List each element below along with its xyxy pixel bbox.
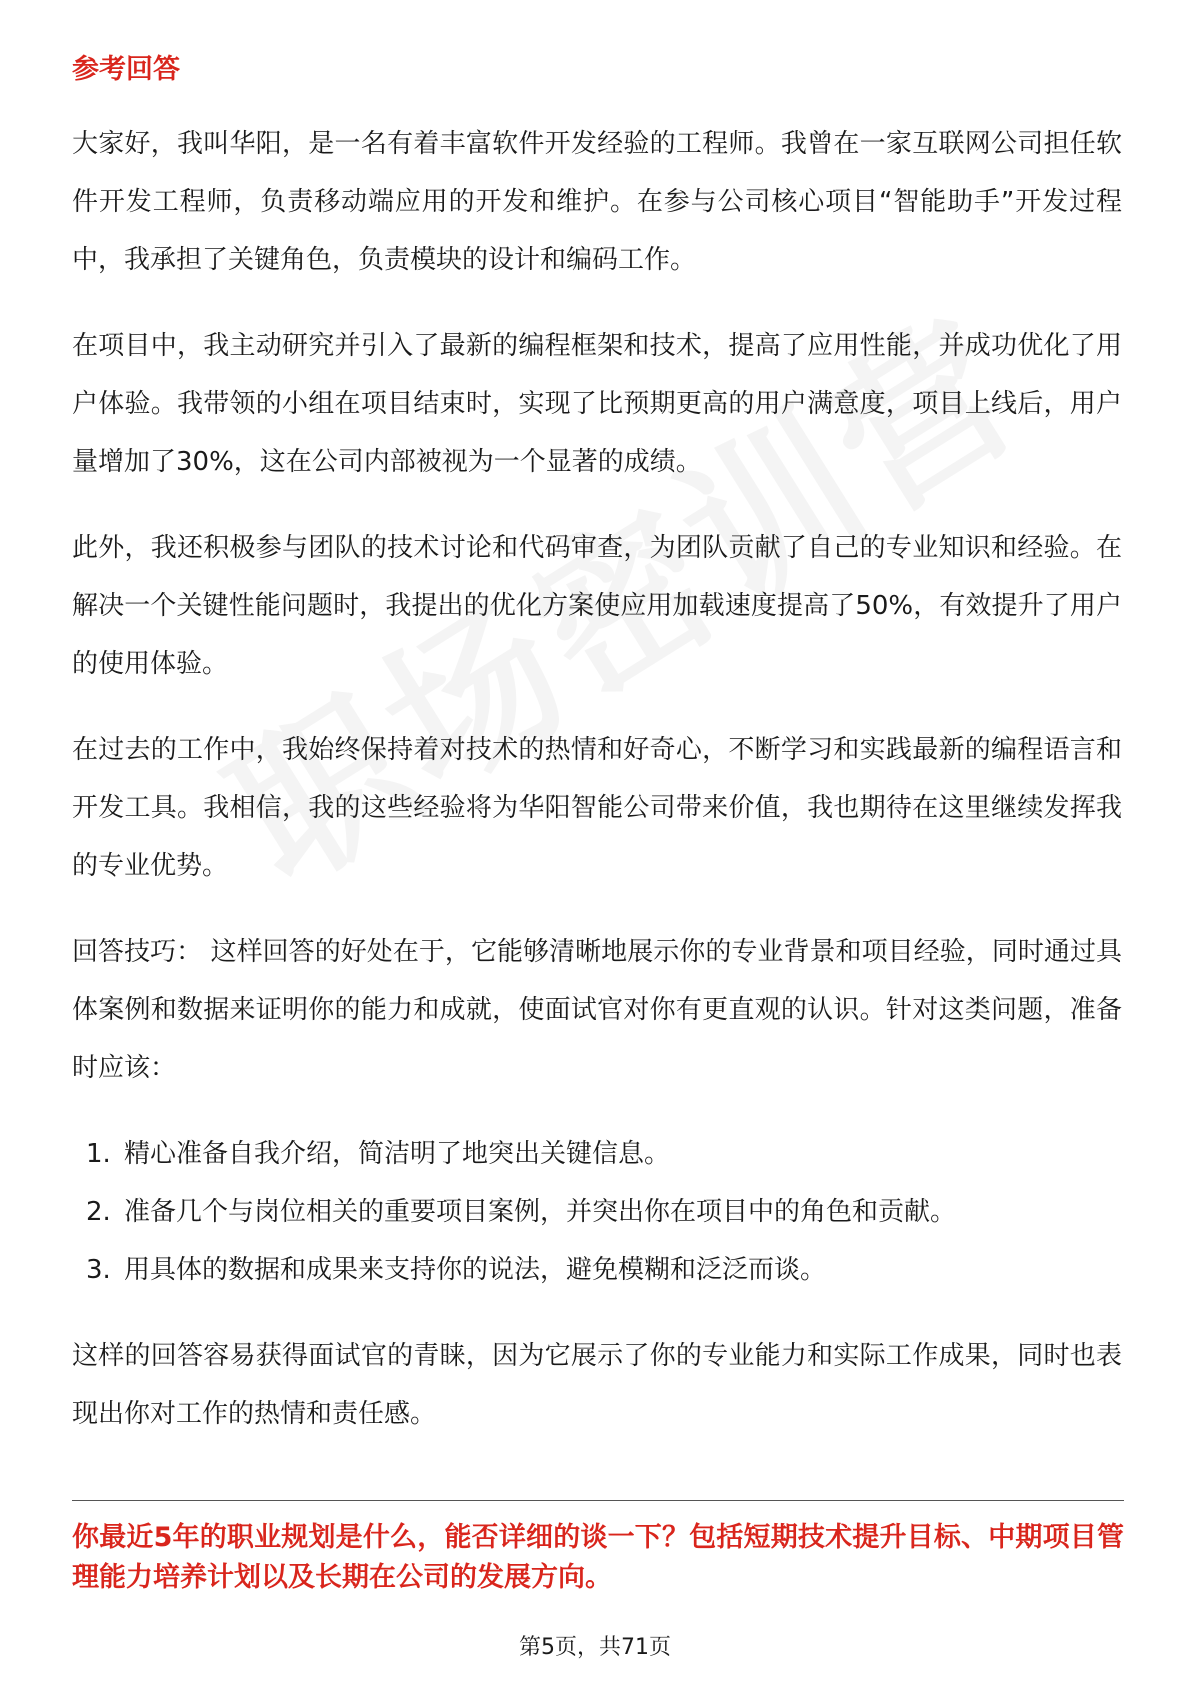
next-question-heading: 你最近5年的职业规划是什么，能否详细的谈一下？包括短期技术提升目标、中期项目管理能力培养计划以及长期在公司的发展方向。 bbox=[72, 1522, 1124, 1593]
answer-content bbox=[72, 115, 1122, 1471]
answer-paragraph-3: 此外，我还积极参与团队的技术讨论和代码审查，为团队贡献了自己的专业知识和经验。在解决一个关键性能问题时，我提出的优化方案使应用加载速度提高了50%，有效提升了用户的使用体验。 bbox=[72, 533, 1122, 679]
tips-item-number: 2. bbox=[86, 1197, 111, 1227]
page-number-footer: 第5页，共71页 bbox=[519, 1635, 671, 1660]
section-label: 参考回答 bbox=[72, 54, 180, 85]
answer-paragraph-2: 在项目中，我主动研究并引入了最新的编程框架和技术，提高了应用性能，并成功优化了用户体验。我带领的小组在项目结束时，实现了比预期更高的用户满意度，项目上线后，用户量增加了30%，这在公司内部被视为一个显著的成绩。 bbox=[72, 331, 1122, 477]
tips-list-item bbox=[72, 1241, 1122, 1299]
answer-paragraph-1: 大家好，我叫华阳，是一名有着丰富软件开发经验的工程师。我曾在一家互联网公司担任软件开发工程师，负责移动端应用的开发和维护。在参与公司核心项目“智能助手”开发过程中，我承担了关键角色，负责模块的设计和编码工作。 bbox=[72, 129, 1122, 275]
tips-item-text: 准备几个与岗位相关的重要项目案例，并突出你在项目中的角色和贡献。 bbox=[124, 1197, 957, 1227]
tips-item-text: 精心准备自我介绍，简洁明了地突出关键信息。 bbox=[124, 1139, 671, 1169]
tips-list-item bbox=[72, 1125, 1122, 1183]
tips-conclusion: 这样的回答容易获得面试官的青睐，因为它展示了你的专业能力和实际工作成果，同时也表现出你对工作的热情和责任感。 bbox=[72, 1341, 1122, 1429]
tips-list-item bbox=[72, 1183, 1122, 1241]
tips-item-text: 用具体的数据和成果来支持你的说法，避免模糊和泛泛而谈。 bbox=[124, 1255, 827, 1285]
tips-intro: 回答技巧： 这样回答的好处在于，它能够清晰地展示你的专业背景和项目经验，同时通过具体案例和数据来证明你的能力和成就，使面试官对你有更直观的认识。针对这类问题，准备时应该： bbox=[72, 937, 1122, 1083]
tips-item-number: 3. bbox=[86, 1255, 111, 1285]
tips-list bbox=[72, 1125, 1122, 1299]
tips-item-number: 1. bbox=[86, 1139, 111, 1169]
answer-paragraph-4: 在过去的工作中，我始终保持着对技术的热情和好奇心，不断学习和实践最新的编程语言和开发工具。我相信，我的这些经验将为华阳智能公司带来价值，我也期待在这里继续发挥我的专业优势。 bbox=[72, 735, 1122, 881]
section-divider bbox=[72, 1500, 1124, 1501]
